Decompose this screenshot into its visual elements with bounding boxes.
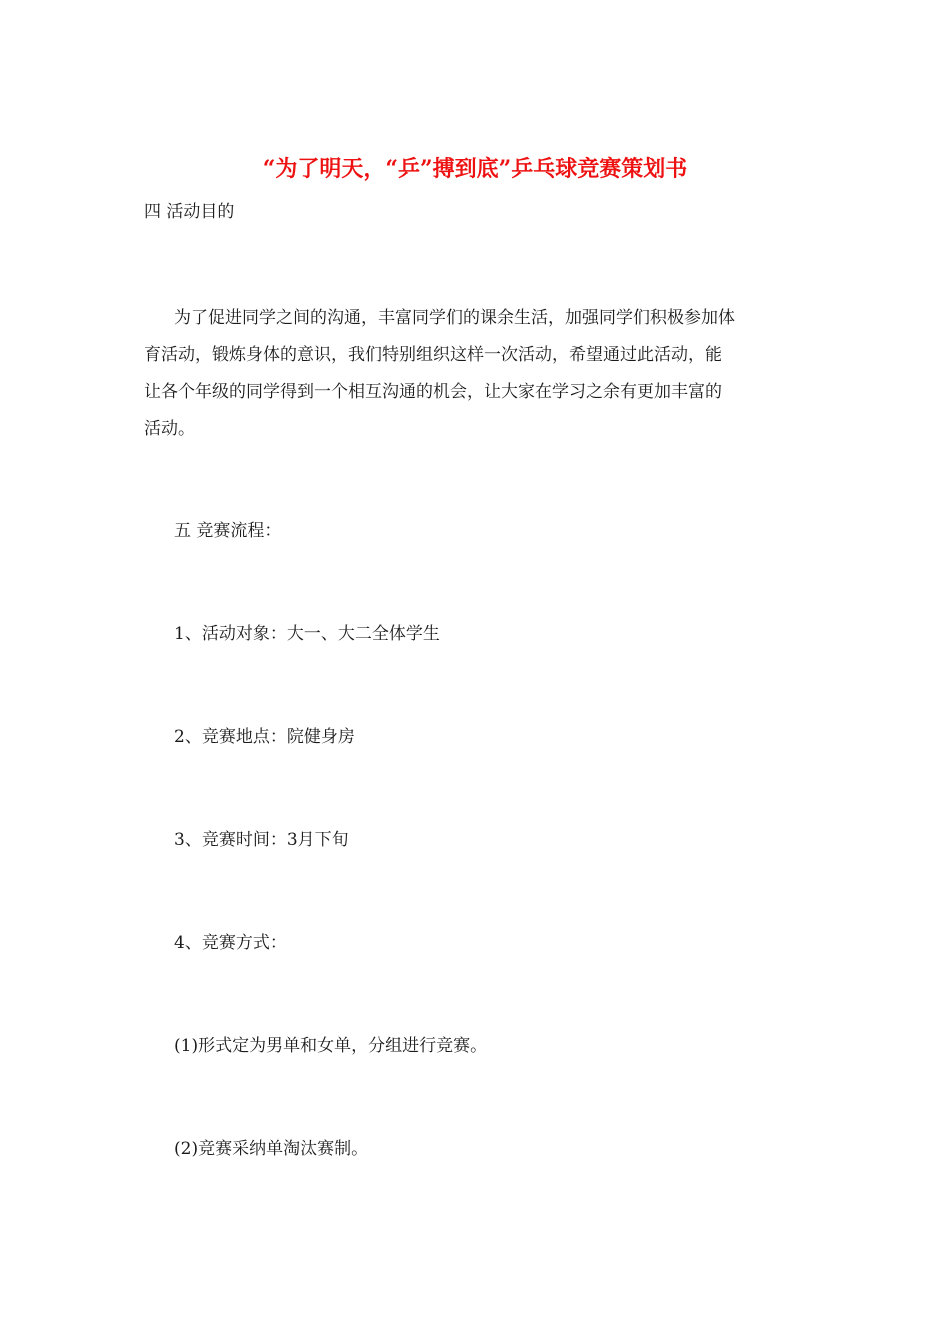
list-item-venue: 2、竞赛地点：院健身房 [174, 727, 355, 747]
document-title: “为了明天，“乒”搏到底”乒乓球竞赛策划书 [262, 156, 688, 182]
list-item-time: 3、竞赛时间：3月下旬 [174, 830, 349, 850]
list-item-participants: 1、活动对象：大一、大二全体学生 [174, 624, 440, 644]
paragraph-line: 让各个年级的同学得到一个相互沟通的机会，让大家在学习之余有更加丰富的 [144, 382, 722, 402]
section-five-heading: 五 竞赛流程： [174, 521, 282, 541]
list-item-format-1: (1)形式定为男单和女单，分组进行竞赛。 [174, 1036, 488, 1056]
section-four-heading: 四 活动目的 [144, 202, 235, 222]
paragraph-line: 活动。 [144, 419, 195, 439]
purpose-paragraph [144, 300, 814, 448]
list-item-format-2: (2)竞赛采纳单淘汰赛制。 [174, 1139, 369, 1159]
paragraph-line: 为了促进同学之间的沟通，丰富同学们的课余生活，加强同学们积极参加体 [174, 308, 735, 328]
list-item-format: 4、竞赛方式： [174, 933, 287, 953]
paragraph-line: 育活动，锻炼身体的意识，我们特别组织这样一次活动，希望通过此活动，能 [144, 345, 722, 365]
